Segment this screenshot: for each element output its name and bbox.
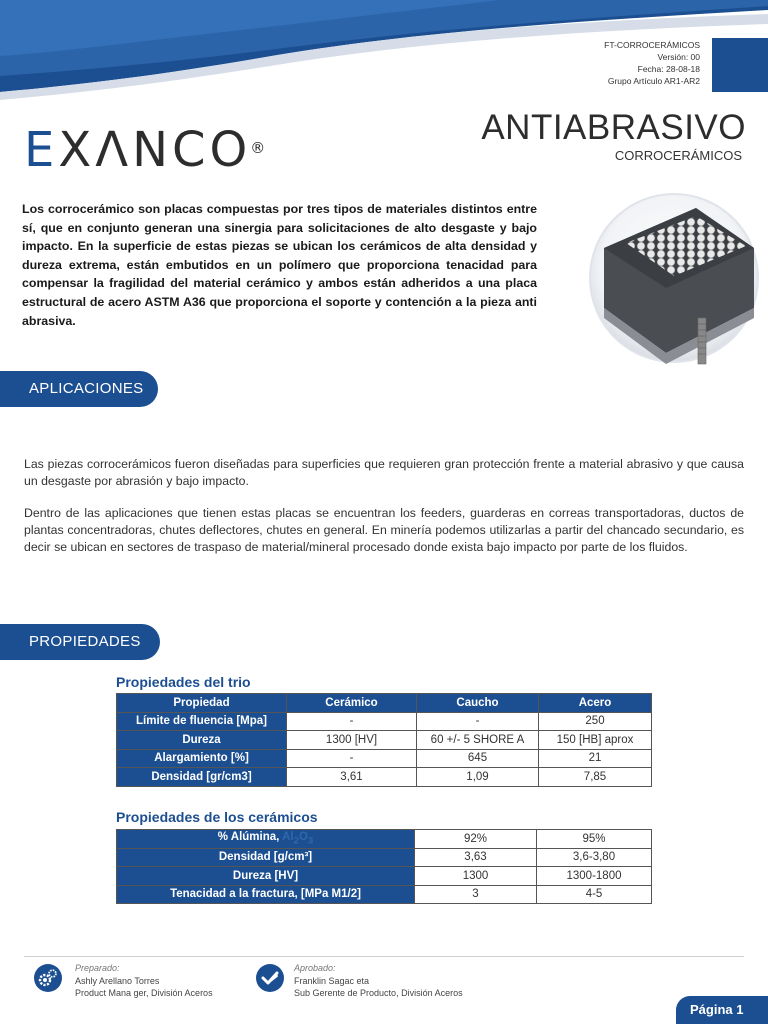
table-cell: 92% [415, 830, 537, 849]
table-row-label: Dureza [117, 731, 287, 750]
document-info [604, 39, 700, 87]
alumina-sub-2: 2 [293, 835, 299, 847]
table-row-label: Límite de fluencia [Mpa] [117, 712, 287, 731]
alumina-label: % Alúmina, [217, 831, 283, 844]
table-cell: 1,09 [417, 768, 539, 787]
corner-accent-box [712, 38, 768, 92]
prepared-label: Preparado: [75, 963, 120, 973]
applications-paragraph-2: Dentro de las aplicaciones que tienen estas placas se encuentran los feeders, guarderas en correas transportadoras, ductos de plantas concentradoras, chutes deflectores, chutes en general. En minería podemos utilizarlas a partir del chancado secundario, es decir se ubican en sectores de traspaso de material/mineral procesado donde exista bajo impacto por parte de los fluidos. [24, 506, 744, 554]
prepared-by-block [75, 962, 213, 1000]
alumina-sub-3: 3 [307, 835, 314, 847]
logo-letter-x: X [58, 122, 96, 178]
intro-paragraph: Los corrocerámico son placas compuestas por tres tipos de materiales distintos entre sí, que en conjunto generan una sinergia para solicitaciones de alto desgaste y bajo impacto. En la superficie de estas piezas se ubican los cerámicos de alta densidad y dureza extrema, están embutidos en un polímero que proporciona tenacidad para compensar la fragilidad del material cerámico y ambos están adheridos a una placa estructural de acero ASTM A36 que proporciona el soporte y contención a la pieza anti abrasiva. [22, 202, 537, 328]
table-header-cell: Acero [539, 694, 652, 713]
exanco-logo [24, 122, 266, 178]
doc-date: Fecha: 28-08-18 [637, 64, 700, 74]
table-row-label [117, 830, 415, 849]
table-cell: - [287, 749, 417, 768]
table-cell: - [287, 712, 417, 731]
table-row-label: Dureza [HV] [117, 867, 415, 886]
table-cell: 645 [417, 749, 539, 768]
table-cell: 3,63 [415, 848, 537, 867]
applications-paragraph-1: Las piezas corrocerámicos fueron diseñadas para superficies que requieren gran protección frente a material abrasivo y que causa un desgaste por abrasión y bajo impacto. [24, 457, 744, 488]
table-header-cell: Propiedad [117, 694, 287, 713]
table-row-label: Densidad [gr/cm3] [117, 768, 287, 787]
table-header-row [117, 694, 652, 713]
table-cell: 250 [539, 712, 652, 731]
ceramic-plate-product-image [586, 178, 762, 378]
trio-properties-table [116, 693, 652, 787]
check-badge-icon [256, 964, 284, 992]
table-cell: 150 [HB] aprox [539, 731, 652, 750]
table2-title: Propiedades de los cerámicos [116, 809, 318, 825]
logo-letter-e: E [24, 122, 59, 178]
table-row [117, 712, 652, 731]
table-header-cell: Caucho [417, 694, 539, 713]
table-row [117, 749, 652, 768]
table-cell: 21 [539, 749, 652, 768]
approved-name: Franklin Sagac eta [294, 975, 370, 986]
logo-letters-nco: NCO [132, 122, 252, 178]
table-cell: 1300 [415, 867, 537, 886]
table-cell: 60 +/- 5 SHORE A [417, 731, 539, 750]
table-cell: 1300 [HV] [287, 731, 417, 750]
alumina-formula [282, 831, 314, 847]
table-row-label: Densidad [g/cm³] [117, 848, 415, 867]
footer-divider [24, 956, 744, 957]
page-title: ANTIABRASIVO [481, 108, 746, 147]
table-cell: 4-5 [537, 885, 652, 904]
doc-version: Versión: 00 [657, 52, 700, 62]
section-tab-propiedades: PROPIEDADES [0, 624, 160, 660]
doc-code: FT-CORROCERÁMICOS [604, 40, 700, 50]
page-subtitle: CORROCERÁMICOS [614, 148, 742, 163]
table-cell: 3,61 [287, 768, 417, 787]
alumina-al: Al [282, 831, 294, 844]
approved-label: Aprobado: [294, 963, 336, 973]
table-cell: 7,85 [539, 768, 652, 787]
table-row [117, 848, 652, 867]
table-row [117, 830, 652, 849]
table-cell: 95% [537, 830, 652, 849]
logo-letter-a: Λ [95, 122, 133, 178]
table-row [117, 867, 652, 886]
table-row-label: Tenacidad a la fractura, [MPa M1/2] [117, 885, 415, 904]
prepared-role: Product Mana ger, División Aceros [75, 988, 213, 998]
ceramic-properties-table [116, 829, 652, 904]
table-cell: 3,6-3,80 [537, 848, 652, 867]
doc-group: Grupo Artículo AR1-AR2 [607, 76, 700, 86]
alumina-o: O [298, 831, 308, 844]
registered-mark: ® [250, 139, 266, 157]
section-tab-aplicaciones: APLICACIONES [0, 371, 158, 407]
table-header-cell: Cerámico [287, 694, 417, 713]
table-row-label: Alargamiento [%] [117, 749, 287, 768]
table-cell: - [417, 712, 539, 731]
approved-role: Sub Gerente de Producto, División Aceros [294, 988, 463, 998]
gears-icon [34, 964, 62, 992]
table-row [117, 768, 652, 787]
approved-by-block [294, 962, 463, 1000]
table-row [117, 885, 652, 904]
table-row [117, 731, 652, 750]
prepared-name: Ashly Arellano Torres [75, 975, 160, 986]
table-cell: 3 [415, 885, 537, 904]
table1-title: Propiedades del trio [116, 674, 251, 690]
page-number: Página 1 [676, 996, 768, 1024]
table-cell: 1300-1800 [537, 867, 652, 886]
